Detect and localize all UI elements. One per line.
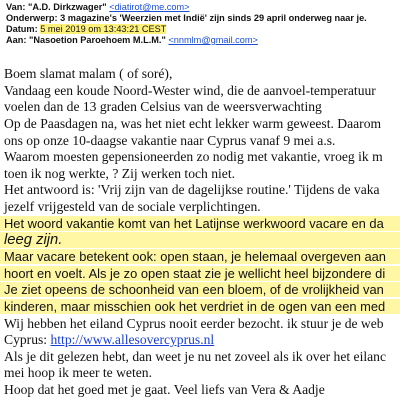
date-label: Datum: <box>6 24 38 34</box>
date-text: 5 mei 2019 om 13:43:21 CEST <box>40 24 167 34</box>
body-line: Op de Paasdagen na, was het niet echt lekker warm geweest. Daarom <box>4 115 382 131</box>
subject-label: Onderwerp: <box>6 13 58 23</box>
date-row <box>6 24 400 35</box>
highlight-text: Je ziet opeens de schoonheid van een bloem, of de vrolijkheid van <box>0 282 400 297</box>
greeting-line: Boem slamat malam ( of soré), <box>4 66 173 81</box>
cyprus-website-link[interactable]: http://www.allesovercyprus.nl <box>50 332 215 348</box>
highlighted-line <box>4 282 400 297</box>
subject-row <box>6 13 400 24</box>
highlight-text: leeg zijn. <box>0 232 400 248</box>
cyprus-line <box>4 332 400 348</box>
highlight-text: hoort en voelt. Als je zo open staat zie je wellicht heel bijzondere di <box>0 266 400 281</box>
highlighted-line <box>4 249 400 264</box>
highlighted-line <box>4 299 400 314</box>
body-line: Vandaag een koude Noord-Wester wind, die de aanvoel-temperatuur <box>4 82 376 98</box>
from-label: Van: <box>6 2 26 12</box>
highlight-text: Het woord vakantie komt van het Latijnse werkwoord vacare en da <box>0 216 400 231</box>
body-line: Het antwoord is: 'Vrij zijn van de dagelijkse routine.' Tijdens de vaka <box>4 182 380 198</box>
from-name: "A.D. Dirkzwager" <box>27 2 107 12</box>
body-line: mei hoop ik meer te weten. <box>4 365 152 381</box>
cyprus-label: Cyprus: <box>4 332 48 348</box>
body-line: Wij hebben het eiland Cyprus nooit eerder bezocht. ik stuur je de web <box>4 315 384 331</box>
body-line: toen ik nog werkte, ? Zij werken toch niet. <box>4 165 236 181</box>
body-line: ons op onze 10-daagse vakantie naar Cyprus vanaf 9 mei a.s. <box>4 132 336 148</box>
body-line: Als je dit gelezen hebt, dan weet je nu net zoveel als ik over het eilanc <box>4 348 386 364</box>
subject-text: 3 magazine's 'Weerzien met Indië' zijn sinds 29 april onderweg naar je. <box>60 13 367 23</box>
highlight-text: kinderen, maar misschien ook het verdriet in de ogen van een med <box>0 299 400 314</box>
body-line: Waarom moesten gepensioneerden zo nodig met vakantie, vroeg ik m <box>4 149 383 165</box>
from-email-link[interactable]: <diatirot@me.com> <box>109 2 190 12</box>
to-name: "Nasoetion Paroehoem M.L.M." <box>28 35 166 45</box>
highlighted-line <box>4 216 400 231</box>
to-row <box>6 35 400 46</box>
body-line: voelen dan de 13 graden Celsius van de weersverwachting <box>4 99 322 115</box>
to-label: Aan: <box>6 35 27 45</box>
highlighted-line <box>4 266 400 281</box>
closing-line: Hoop dat het goed met je gaat. Veel liefs van Vera & Aadje <box>4 382 325 397</box>
body-line: jezelf vrijgesteld van de sociale verplichtingen. <box>4 199 261 215</box>
to-email-link[interactable]: <nnmlm@gmail.com> <box>168 35 258 45</box>
highlighted-line <box>4 232 400 248</box>
from-row <box>6 2 400 13</box>
highlight-text: Maar vacare betekent ook: open staan, je helemaal overgeven aan <box>0 249 400 264</box>
